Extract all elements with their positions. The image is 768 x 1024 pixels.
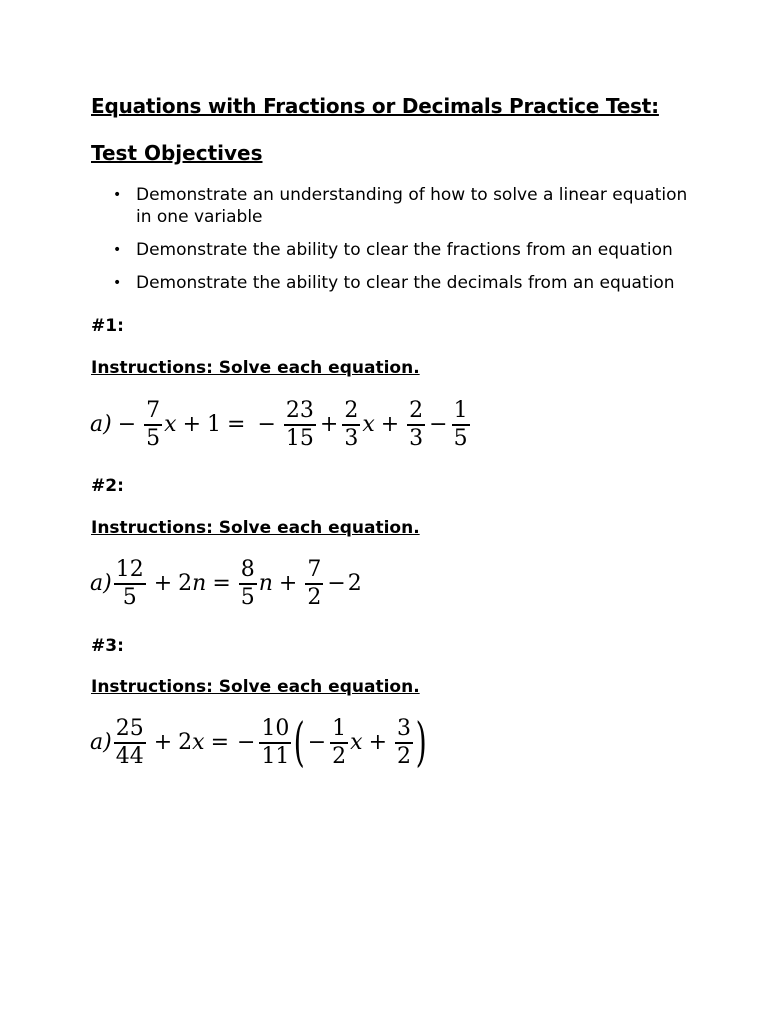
- fraction: [144, 398, 162, 452]
- fraction: [259, 716, 291, 770]
- operator: +: [153, 571, 173, 597]
- equation: [90, 398, 472, 452]
- objective-text: Demonstrate an understanding of how to solve a linear equation in one variable: [136, 185, 688, 227]
- fraction: [342, 398, 360, 452]
- denominator: 2: [332, 743, 347, 769]
- equals-sign: =: [212, 571, 231, 597]
- objectives-list: [91, 184, 691, 305]
- denominator: 44: [115, 743, 144, 769]
- coefficient: 2: [178, 730, 193, 756]
- equals-sign: =: [227, 412, 246, 438]
- part-label: a): [90, 730, 112, 756]
- fraction: [305, 557, 323, 611]
- question-number: #1:: [91, 316, 124, 336]
- bullet-icon: •: [113, 275, 122, 291]
- part-label: a): [90, 571, 112, 597]
- fraction: [395, 716, 413, 770]
- denominator: 5: [240, 584, 255, 610]
- operator: +: [319, 412, 339, 438]
- operator: +: [153, 730, 173, 756]
- operator: −: [429, 412, 448, 438]
- fraction: [452, 398, 470, 452]
- numerator: 3: [397, 716, 412, 741]
- operator: +: [380, 412, 400, 438]
- numerator: 25: [115, 716, 144, 741]
- objective-text: Demonstrate the ability to clear the fractions from an equation: [136, 240, 673, 260]
- equation: [90, 557, 362, 611]
- denominator: 2: [307, 584, 322, 610]
- part-label: a): [90, 412, 112, 438]
- bullet-icon: •: [113, 187, 122, 203]
- bullet-icon: •: [113, 242, 122, 258]
- fraction: [284, 398, 316, 452]
- objective-item: [91, 272, 691, 294]
- numerator: 7: [146, 398, 161, 423]
- question-instructions: Instructions: Solve each equation.: [91, 518, 420, 538]
- operator: +: [278, 571, 298, 597]
- denominator: 5: [146, 425, 161, 451]
- operator: +: [368, 730, 388, 756]
- constant: 1: [207, 412, 221, 438]
- variable: x: [362, 412, 375, 438]
- numerator: 1: [453, 398, 468, 423]
- numerator: 10: [261, 716, 290, 741]
- operator: −: [327, 571, 346, 597]
- question-instructions: Instructions: Solve each equation.: [91, 358, 420, 378]
- fraction: [330, 716, 348, 770]
- numerator: 2: [344, 398, 359, 423]
- denominator: 2: [397, 743, 412, 769]
- fraction: [114, 716, 146, 770]
- denominator: 15: [285, 425, 314, 451]
- page-title: Equations with Fractions or Decimals Practice Test:: [91, 94, 659, 118]
- question-number: #3:: [91, 636, 124, 656]
- fraction: [407, 398, 425, 452]
- variable: n: [192, 571, 207, 597]
- left-parenthesis: (: [294, 712, 306, 773]
- question-number: #2:: [91, 476, 124, 496]
- operator: −: [237, 730, 256, 756]
- equals-sign: =: [210, 730, 229, 756]
- variable: n: [258, 571, 273, 597]
- operator: −: [257, 412, 276, 438]
- operator: −: [307, 730, 327, 756]
- denominator: 5: [122, 584, 137, 610]
- numerator: 7: [307, 557, 322, 582]
- objective-text: Demonstrate the ability to clear the decimals from an equation: [136, 273, 675, 293]
- numerator: 12: [115, 557, 144, 582]
- coefficient: 2: [178, 571, 193, 597]
- denominator: 5: [453, 425, 468, 451]
- numerator: 23: [285, 398, 314, 423]
- variable: x: [350, 730, 363, 756]
- question-instructions: Instructions: Solve each equation.: [91, 677, 420, 697]
- numerator: 8: [240, 557, 255, 582]
- operator: +: [182, 412, 201, 438]
- variable: x: [164, 412, 177, 438]
- denominator: 11: [261, 743, 290, 769]
- fraction: [239, 557, 257, 611]
- operator: −: [117, 412, 137, 438]
- fraction: [114, 557, 146, 611]
- objective-item: [91, 184, 691, 228]
- constant: 2: [347, 571, 362, 597]
- section-heading-objectives: Test Objectives: [91, 141, 263, 165]
- equation: [90, 712, 427, 773]
- denominator: 3: [409, 425, 424, 451]
- numerator: 2: [409, 398, 424, 423]
- denominator: 3: [344, 425, 359, 451]
- right-parenthesis: ): [415, 712, 427, 773]
- objective-item: [91, 239, 691, 261]
- numerator: 1: [332, 716, 347, 741]
- variable: x: [192, 730, 205, 756]
